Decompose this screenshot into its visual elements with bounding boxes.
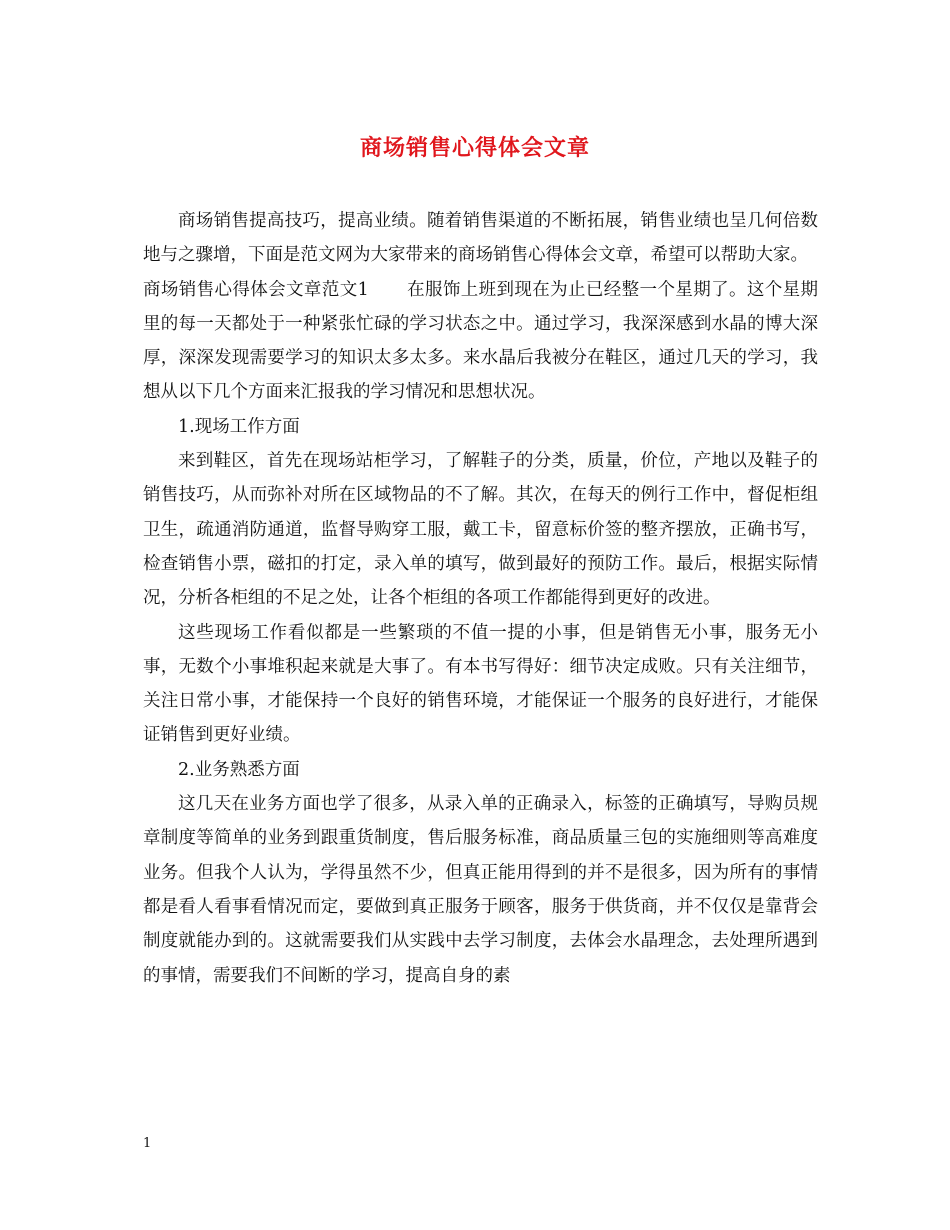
sample-opening-text: 在服饰上班到现在为止已经整一个星期了。这个星期里的每一天都处于一种紧张忙碌的学习状态之中。通过学习，我深深感到水晶的博大深厚，深深发现需要学习的知识太多太多。来水晶后我被分在鞋区，通过几天的学习，我想从以下几个方面来汇报我的学习情况和思想状况。 [143,279,818,403]
document-title: 商场销售心得体会文章 [359,135,590,161]
document-body [143,204,818,993]
business-familiarity-paragraph-1: 这几天在业务方面也学了很多，从录入单的正确录入，标签的正确填写，导购员规章制度等简单的业务到跟重货制度，售后服务标准，商品质量三包的实施细则等高难度业务。但我个人认为，学得虽然不少，但真正能用得到的并不是很多，因为所有的事情都是看人看事看情况而定，要做到真正服务于顾客，服务于供货商，并不仅仅是靠背会制度就能办到的。这就需要我们从实践中去学习制度，去体会水晶理念，去处理所遇到的事情，需要我们不间断的学习，提高自身的素 [143,794,818,986]
section-heading-business-familiarity: 2.业务熟悉方面 [178,759,300,780]
page-number: 1 [143,1136,152,1151]
section-heading-onsite-work: 1.现场工作方面 [178,416,300,437]
intro-paragraph: 商场销售提高技巧，提高业绩。随着销售渠道的不断拓展，销售业绩也呈几何倍数地与之骤增，下面是范文网为大家带来的商场销售心得体会文章，希望可以帮助大家。 [143,211,818,266]
onsite-work-paragraph-2: 这些现场工作看似都是一些繁琐的不值一提的小事，但是销售无小事，服务无小事，无数个小事堆积起来就是大事了。有本书写得好：细节决定成败。只有关注细节，关注日常小事，才能保持一个良好的销售环境，才能保证一个服务的良好进行，才能保证销售到更好业绩。 [143,622,818,746]
sample-paragraph [143,273,818,410]
sample-label: 商场销售心得体会文章范文1 [143,279,369,300]
onsite-work-paragraph-1: 来到鞋区，首先在现场站柜学习，了解鞋子的分类，质量，价位，产地以及鞋子的销售技巧，从而弥补对所在区域物品的不了解。其次，在每天的例行工作中，督促柜组卫生，疏通消防通道，监督导购穿工服，戴工卡，留意标价签的整齐摆放，正确书写，检查销售小票，磁扣的打定，录入单的填写，做到最好的预防工作。最后，根据实际情况，分析各柜组的不足之处，让各个柜组的各项工作都能得到更好的改进。 [143,451,818,609]
